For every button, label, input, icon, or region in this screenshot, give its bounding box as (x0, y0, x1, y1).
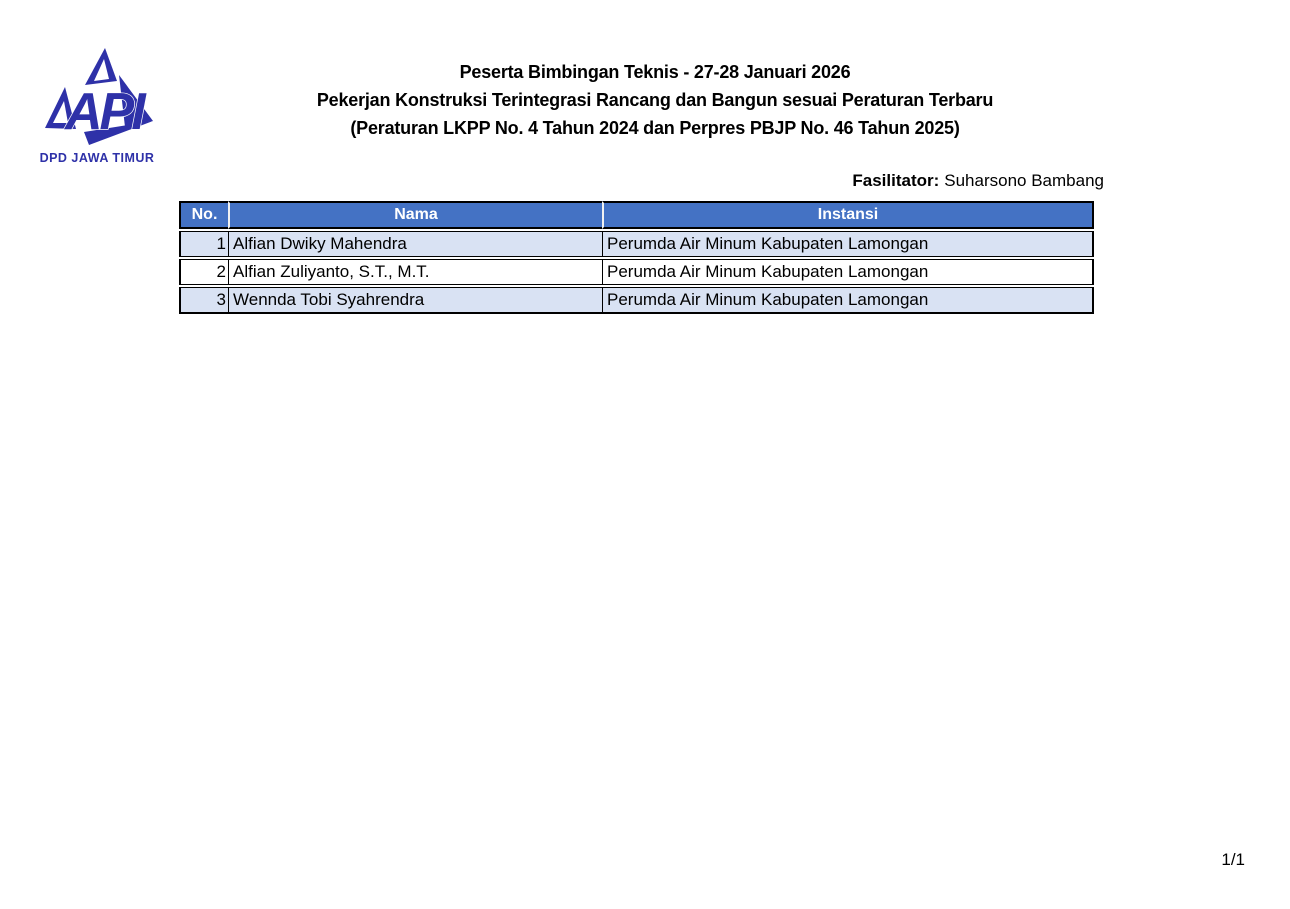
cell-instansi: Perumda Air Minum Kabupaten Lamongan (602, 231, 1094, 257)
api-logo-text: API (65, 83, 143, 141)
cell-nama: Alfian Dwiky Mahendra (228, 231, 602, 257)
page-indicator: 1/1 (1221, 850, 1245, 869)
cell-no: 3 (179, 287, 228, 314)
column-header-nama: Nama (228, 201, 602, 229)
facilitator-line (600, 171, 1104, 191)
title-line-1: Peserta Bimbingan Teknis - 27-28 Januari 2026 (459, 62, 851, 82)
cell-instansi: Perumda Air Minum Kabupaten Lamongan (602, 287, 1094, 314)
dpd-jawa-timur-logo (37, 45, 157, 169)
title-line-3: (Peraturan LKPP No. 4 Tahun 2024 dan Perpres PBJP No. 46 Tahun 2025) (350, 118, 960, 138)
table-row (179, 287, 1094, 314)
cell-nama: Alfian Zuliyanto, S.T., M.T. (228, 259, 602, 285)
facilitator-name: Suharsono Bambang (944, 171, 1104, 190)
column-header-no: No. (179, 201, 228, 229)
title-line-2: Pekerjan Konstruksi Terintegrasi Rancang dan Bangun sesuai Peraturan Terbaru (316, 90, 994, 110)
document-title-block (170, 58, 1140, 142)
table-row (179, 231, 1094, 257)
cell-instansi: Perumda Air Minum Kabupaten Lamongan (602, 259, 1094, 285)
api-triangle-logo-icon (37, 45, 157, 169)
column-header-instansi: Instansi (602, 201, 1094, 229)
facilitator-label: Fasilitator: (852, 171, 940, 190)
table-row (179, 259, 1094, 285)
cell-no: 2 (179, 259, 228, 285)
participants-table (179, 199, 1094, 316)
cell-no: 1 (179, 231, 228, 257)
cell-nama: Wennda Tobi Syahrendra (228, 287, 602, 314)
logo-caption: DPD JAWA TIMUR (39, 151, 155, 165)
table-header-row (179, 201, 1094, 229)
